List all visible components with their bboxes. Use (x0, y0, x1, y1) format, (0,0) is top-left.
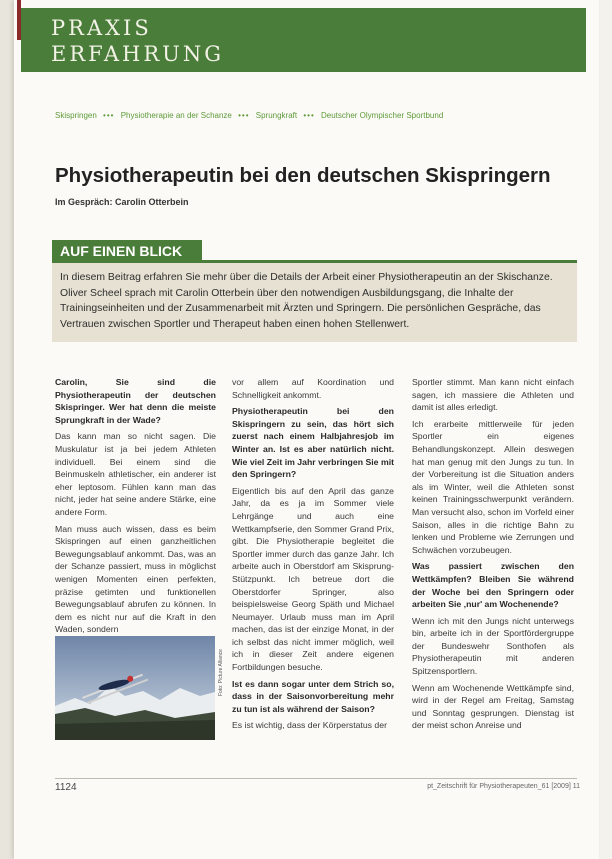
breadcrumb-separator: ••• (103, 111, 115, 120)
glance-rule (52, 260, 577, 263)
page-number: 1124 (55, 782, 77, 793)
answer-paragraph: Sportler stimmt. Man kann nicht einfach sagen, ich massiere die Athleten und damit ist alles erledigt. (412, 377, 574, 413)
answer-paragraph: Eigentlich bis auf den April das ganze Jahr, da es ja im Sommer viele Lehrgänge und auch eine Wettkampfserie, den Sommer Grand Prix, gibt. Die Physiotherapie begleitet die Sportler immer durch das ganze Jahr. Ich arbeite auch in Oberstdorf am Skisprung-Stützpunkt. Ich betreue dort die Oberstdorfer Springer, also beispielsweise Georg Späth und Michael Neumayer. Urlaub muss man im April machen, das ist der einzige Monat, in der ich selbst das nicht immer möglich, weil ich in dieser Zeit andere eigenen Fortbildungen besuche. (232, 485, 394, 673)
article-title: Physiotherapeutin bei den deutschen Skispringern (55, 164, 551, 187)
glance-heading: AUF EINEN BLICK (52, 240, 202, 262)
photo-credit: Foto: Picture Alliance (218, 649, 224, 696)
answer-paragraph: vor allem auf Koordination und Schnelligkeit ankommt. (232, 377, 394, 400)
answer-paragraph: Wenn am Wochenende Wettkämpfe sind, wird in der Regel am Freitag, Samstag und Sonntag gesprungen. Dienstag ist der meist schon Anreise und (412, 682, 574, 731)
interview-question: Ist es dann sogar unter dem Strich so, dass in der Saisonvorbereitung mehr zu tun ist als während der Saison? (232, 678, 394, 714)
breadcrumb-separator: ••• (303, 111, 315, 120)
answer-paragraph: Man muss auch wissen, dass es beim Skispringen auf einen ganzheitlichen Bewegungsablauf ankommt. Das, was an der Schanze passiert, muss in möglichst wenigen Momenten einen perfekten, präzise getimten und funktionellen Bewegungsablauf abrufen zu können. In dem es nicht nur auf die Kraft in den Waden, sondern (55, 523, 216, 635)
interview-question: Was passiert zwischen den Wettkämpfen? Bleiben Sie während der Woche bei den Springern oder arbeiten Sie ‚nur' am Wochenende? (412, 561, 574, 610)
topic-breadcrumb (55, 111, 447, 120)
page-gutter (0, 0, 14, 859)
footer-rule (55, 778, 577, 779)
text-column-3 (412, 376, 574, 736)
answer-paragraph: Das kann man so nicht sagen. Die Muskulatur ist ja bei jedem Athleten individuell. Bei einem sind die Beinmuskeln athletischer, ein anderer ist eher leptosom. Fühlen kann man das nicht, jeder hat seine andere Stärke, eine andere Form. (55, 431, 216, 517)
interview-question: Carolin, Sie sind die Physiotherapeutin der deutschen Skispringer. Wer hat denn die meiste Sprungkraft in der Wade? (55, 377, 216, 425)
interview-question: Physiotherapeutin bei den Skispringern zu sein, das hört sich zuerst nach einem Halbjahresjob im Winter an. Ist es aber natürlich nicht. Wie viel Zeit im Jahr verbringen Sie mit den Springern? (232, 406, 394, 480)
glance-text: In diesem Beitrag erfahren Sie mehr über die Details der Arbeit einer Physiotherapeutin an der Skischanze. Oliver Scheel sprach mit Carolin Otterbein über den notwendigen Ausbildungsgang, die Inhalte der Trainingseinheiten und der Zusammenarbeit mit Ärzten und Springern. Die persönlichen Gespräche, das Vertrauen zwischen Sportler und Therapeut haben einen hohen Stellenwert. (60, 272, 553, 330)
breadcrumb-item: Deutscher Olympischer Sportbund (320, 111, 444, 120)
breadcrumb-item: Physiotherapie an der Schanze (120, 111, 232, 120)
breadcrumb-item: Skispringen (55, 111, 97, 120)
ski-jumper-image (55, 636, 215, 740)
answer-paragraph: Wenn ich mit den Jungs nicht unterwegs bin, arbeite ich in der Sportfördergruppe der Bundeswehr Sonthofen als Physiotherapeutin mit anderen Spitzensportlern. (412, 615, 574, 677)
section-banner (21, 8, 586, 72)
banner-line-1: PRAXIS (51, 16, 152, 40)
journal-reference: pt_Zeitschrift für Physiotherapeuten_61 [2009] 11 (427, 783, 580, 790)
breadcrumb-separator: ••• (238, 111, 250, 120)
breadcrumb-item: Sprungkraft (255, 111, 298, 120)
answer-paragraph: Es ist wichtig, dass der Körperstatus der (232, 720, 387, 731)
ski-jumper-photo (55, 636, 215, 740)
banner-line-2: ERFAHRUNG (51, 42, 225, 66)
text-column-1 (55, 376, 216, 640)
answer-paragraph: Ich erarbeite mittlerweile für jeden Sportler ein eigenes Behandlungskonzept. Allein deswegen hat man genug mit den Jungs zu tun. In der Vorbereitung ist die Situation anders als im Winter, weil die Athleten sonst keinen Trainingsschwerpunkt verändern. Man versucht also, schon im Vorfeld einer Saison, alles in die richtige Bahn zu lenken und Probleme wie Zerrungen und Schwächen vorzubeugen. (412, 418, 574, 555)
text-column-2 (232, 376, 394, 736)
article-subtitle: Im Gespräch: Carolin Otterbein (55, 197, 189, 207)
